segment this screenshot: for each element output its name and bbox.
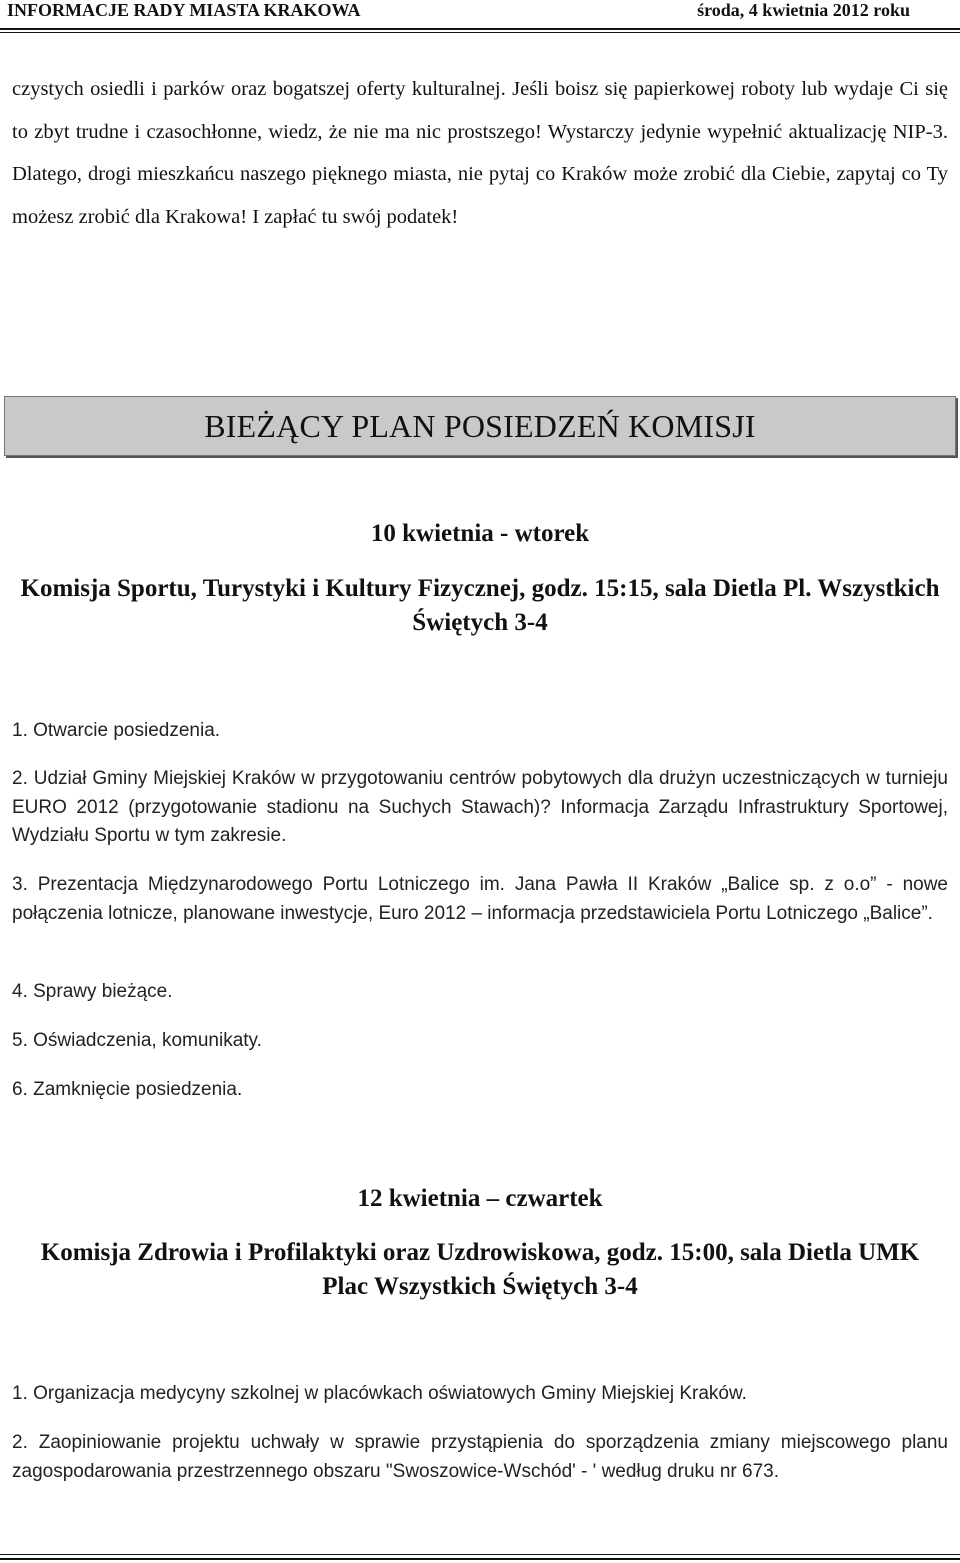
meeting1-item-1: 1. Otwarcie posiedzenia.	[12, 720, 221, 741]
meeting2-date: 12 kwietnia – czwartek	[357, 1185, 603, 1212]
intro-paragraph: czystych osiedli i parków oraz bogatszej oferty kulturalnej. Jeśli boisz się papierkowej roboty lub wydaje Ci się to zbyt trudne i czasochłonne, wiedz, że nie ma nic prostszego! Wystarczy jedynie wypełnić aktualizację NIP-3. Dlatego, drogi mieszkańcu naszego pięknego miasta, nie pytaj co Kraków może zrobić dla Ciebie, zapytaj co Ty możesz zrobić dla Krakowa! I zapłać tu swój podatek!	[12, 78, 948, 228]
meeting1-item-3: 3. Prezentacja Międzynarodowego Portu Lotniczego im. Jana Pawła II Kraków „Balice sp. z o.o” - nowe połączenia lotnicze, planowane inwestycje, Euro 2012 – informacja przedstawiciela Portu Lotniczego „Balice”.	[12, 874, 948, 924]
header-rule-thin	[0, 32, 960, 33]
meeting1-item-6: 6. Zamknięcie posiedzenia.	[12, 1079, 243, 1100]
footer-rule-thin	[0, 1554, 960, 1555]
meeting1-item-5: 5. Oświadczenia, komunikaty.	[12, 1030, 262, 1051]
section-banner	[4, 396, 956, 456]
meeting2-item-2: 2. Zaopiniowanie projektu uchwały w sprawie przystąpienia do sporządzenia zmiany miejscowego planu zagospodarowania przestrzennego obszaru "Swoszowice-Wschód' - ' według druku nr 673.	[12, 1432, 948, 1482]
page-header	[0, 0, 960, 26]
meeting2-committee: Komisja Zdrowia i Profilaktyki oraz Uzdrowiskowa, godz. 15:00, sala Dietla UMK Plac Wszystkich Świętych 3-4	[40, 1239, 920, 1300]
meeting1-committee: Komisja Sportu, Turystyki i Kultury Fizycznej, godz. 15:15, sala Dietla Pl. Wszystkich Świętych 3-4	[20, 575, 940, 636]
header-date: środa, 4 kwietnia 2012 roku	[697, 0, 910, 20]
meeting2-item-1: 1. Organizacja medycyny szkolnej w placówkach oświatowych Gminy Miejskiej Kraków.	[12, 1383, 747, 1404]
header-rule	[0, 28, 960, 30]
meeting1-date: 10 kwietnia - wtorek	[370, 520, 590, 547]
header-publication-title: INFORMACJE RADY MIASTA KRAKOWA	[7, 0, 361, 20]
meeting1-item-2: 2. Udział Gminy Miejskiej Kraków w przygotowaniu centrów pobytowych dla drużyn uczestniczących w turnieju EURO 2012 (przygotowanie stadionu na Suchych Stawach)? Informacja Zarządu Infrastruktury Sportowej, Wydziału Sportu w tym zakresie.	[12, 768, 948, 846]
meeting1-item-4: 4. Sprawy bieżące.	[12, 981, 173, 1002]
section-banner-title: BIEŻĄCY PLAN POSIEDZEŃ KOMISJI	[204, 407, 756, 444]
footer-rule	[0, 1558, 960, 1560]
